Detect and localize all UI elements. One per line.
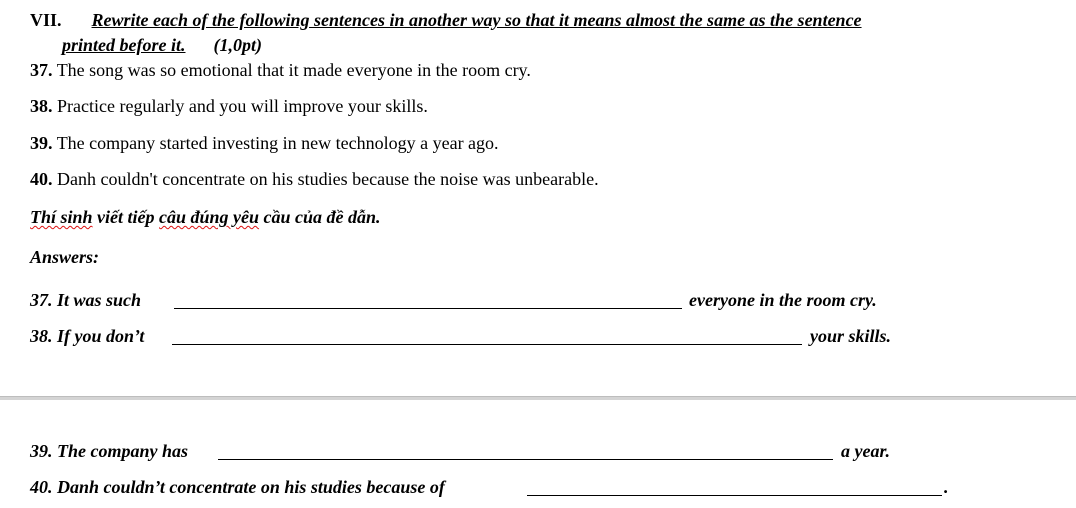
answer-38-suffix: your skills. (810, 326, 892, 346)
answer-40-suffix: . (944, 477, 949, 497)
note-part: cầu của đề dẫn. (259, 207, 381, 227)
note-part: Thí sinh (30, 207, 93, 227)
question-37 (30, 60, 531, 80)
section-points: (1,0pt) (213, 35, 262, 55)
section-roman-numeral: VII. (30, 10, 62, 30)
question-40 (30, 169, 599, 189)
answer-39-suffix: a year. (841, 441, 890, 461)
section-instruction-continued: printed before it. (62, 35, 186, 55)
answer-39-blank[interactable] (218, 459, 833, 460)
question-number: 39. (30, 133, 53, 153)
answer-37-suffix: everyone in the room cry. (689, 290, 877, 310)
answers-heading: Answers: (30, 247, 100, 267)
note-part: viết tiếp (92, 207, 160, 227)
answer-37-prefix: 37. It was such (30, 290, 142, 310)
section-heading-line1 (30, 10, 862, 30)
candidate-note (30, 207, 381, 227)
page-break-separator (0, 396, 1076, 400)
answer-40-blank[interactable] (527, 495, 942, 496)
answer-38-blank[interactable] (172, 344, 802, 345)
question-38 (30, 96, 428, 116)
section-instruction: Rewrite each of the following sentences in another way so that it means almost the same as the sentence (91, 10, 862, 30)
question-number: 38. (30, 96, 53, 116)
question-39 (30, 133, 499, 153)
answer-38-prefix: 38. If you don’t (30, 326, 145, 346)
question-text: Danh couldn't concentrate on his studies because the noise was unbearable. (57, 169, 599, 189)
answer-40-prefix: 40. Danh couldn’t concentrate on his studies because of (30, 477, 445, 497)
section-heading-line2 (62, 35, 262, 55)
question-number: 37. (30, 60, 53, 80)
question-text: The company started investing in new technology a year ago. (56, 133, 499, 153)
answer-39-prefix: 39. The company has (30, 441, 189, 461)
note-part: câu đúng yêu (159, 207, 260, 227)
answer-37-blank[interactable] (174, 308, 682, 309)
question-text: The song was so emotional that it made everyone in the room cry. (56, 60, 531, 80)
question-text: Practice regularly and you will improve your skills. (57, 96, 428, 116)
question-number: 40. (30, 169, 53, 189)
